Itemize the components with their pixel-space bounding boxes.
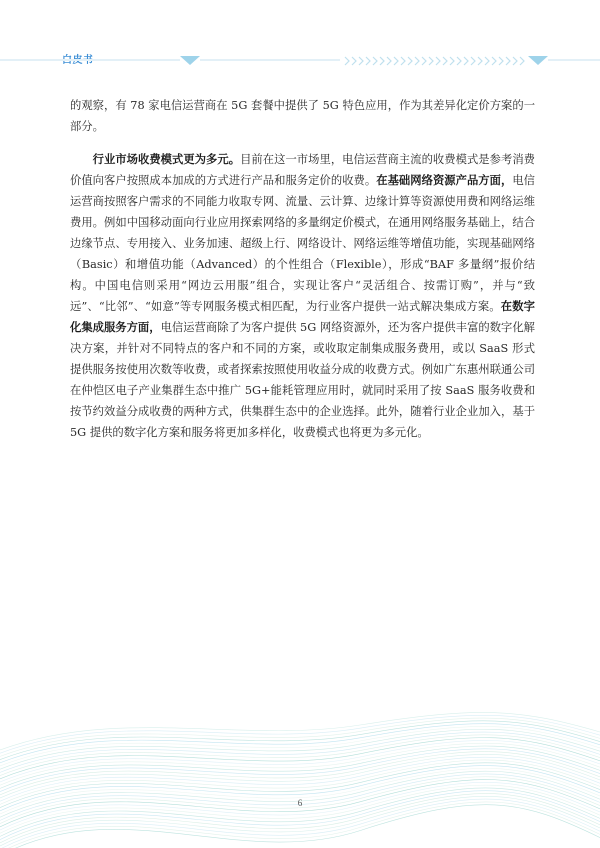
wave-line: [0, 726, 600, 766]
text-run: 的观察，有 78 家电信运营商在 5G 套餐中提供了 5G 特色应用，作为其差异化定价方案的一部分。: [70, 99, 535, 133]
text-run: 电信运营商除了为客户提供 5G 网络资源外，还为客户提供丰富的数字化解决方案，并针对不同特点的客户和不同的方案，或收取定制集成服务费用，或以 SaaS 形式提供服务按使用次数等收费，或者探索按照使用收益分成的收费方式。例如广东惠州联通公司在仲恺区电子产业集群生态中推广 5G+能耗管理应用时，就同时采用了按 SaaS 服务收费和按节约效益分成收费的两种方式，供集群生态中的企业选择。此外，随着行业企业加入，基于 5G 提供的数字化方案和服务将更加多样化，收费模式也将更为多元化。: [70, 321, 535, 439]
paragraph: [70, 149, 535, 443]
page-number: 6: [297, 798, 303, 808]
wave-line: [0, 752, 600, 795]
body-text: [70, 95, 535, 455]
bold-heading-run: 行业市场收费模式更为多元。: [92, 152, 241, 166]
bold-heading-run: 在数字化集成服务方面，: [70, 299, 535, 334]
bold-heading-run: 在基础网络资源产品方面，: [376, 173, 513, 187]
wave-line: [0, 724, 600, 763]
paragraph: [70, 95, 535, 137]
header-decoration: [0, 54, 600, 68]
text-run: 电信运营商按照客户需求的不同能力收取专网、流量、云计算、边缘计算等资源使用费和网络运维费用。例如中国移动面向行业应用探索网络的多量纲定价模式，在通用网络服务基础上，结合边缘节点、专用接入、业务加速、超级上行、网络设计、网络运维等增值功能，实现基础网络（Basic）和增值功能（Advanced）的个性组合（Flexible），形成“BAF 多量纲”报价结构。中国电信则采用“网边云用服”组合，实现让客户“灵活组合、按需订购”，并与“致远”、“比邻”、“如意”等专网服务模式相匹配，为行业客户提供一站式解决集成方案。: [70, 174, 535, 313]
text-run: 目前在这一市场里，电信运营商主流的收费模式是参考消费价值向客户按照成本加成的方式进行产品和服务定价的收费。: [70, 153, 535, 187]
wave-line: [0, 729, 600, 769]
wave-line: [0, 749, 600, 792]
decorative-waves: [0, 680, 600, 848]
